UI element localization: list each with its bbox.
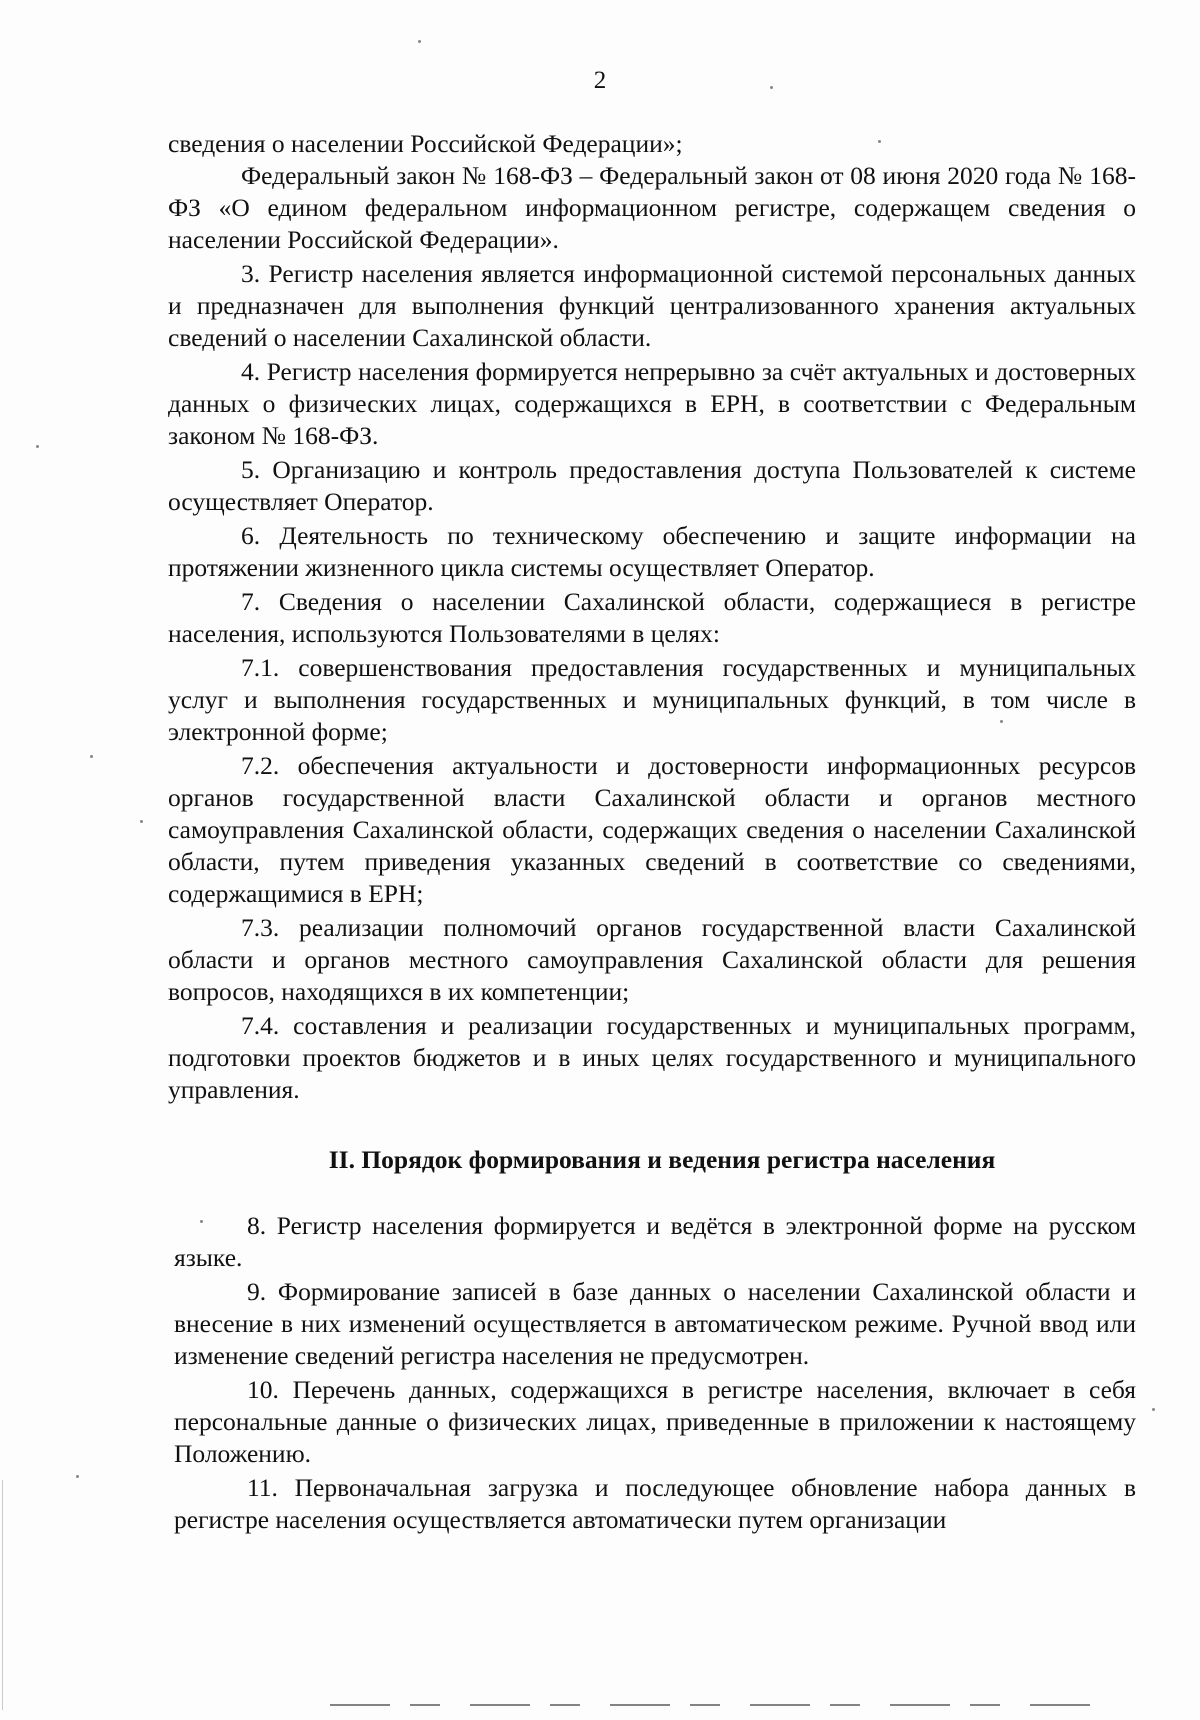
- paragraph-7-4: 7.4. составления и реализации государственных и муниципальных программ, подготовки проектов бюджетов и в иных целях государственного и муниципального управления.: [168, 1011, 1136, 1104]
- paragraph-7-1: 7.1. совершенствования предоставления государственных и муниципальных услуг и выполнения государственных и муниципальных функций, в том числе в электронной форме;: [168, 653, 1136, 746]
- document-body: [168, 128, 1136, 1536]
- scan-bottom-dashes: [330, 1704, 1110, 1706]
- paragraph-5: 5. Организацию и контроль предоставления доступа Пользователей к системе осуществляет Оператор.: [168, 455, 1136, 516]
- paragraph-continuation: сведения о населении Российской Федерации»;: [168, 129, 683, 158]
- paragraph-10: 10. Перечень данных, содержащихся в регистре населения, включает в себя персональные данные о физических лицах, приведенные в приложении к настоящему Положению.: [174, 1375, 1136, 1468]
- page-number: 2: [593, 67, 607, 94]
- section-body: [174, 1210, 1136, 1536]
- scan-edge-line: [2, 1480, 3, 1710]
- scan-speck: [90, 755, 93, 758]
- section-heading: II. Порядок формирования и ведения регистра населения: [328, 1145, 996, 1174]
- scan-speck: [36, 445, 39, 448]
- paragraph-3: 3. Регистр населения является информационной системой персональных данных и предназначен для выполнения функций централизованного хранения актуальных сведений о населении Сахалинской области.: [168, 259, 1136, 352]
- scan-speck: [1152, 1408, 1155, 1411]
- paragraph-7-3: 7.3. реализации полномочий органов государственной власти Сахалинской области и органов местного самоуправления Сахалинской области для решения вопросов, находящихся в их компетенции;: [168, 913, 1136, 1006]
- paragraph-7-2: 7.2. обеспечения актуальности и достоверности информационных ресурсов органов государственной власти Сахалинской области и органов местного самоуправления Сахалинской области, содержащих сведения о населении Сахалинской области, путем приведения указанных сведений в соответствие со сведениями, содержащимися в ЕРН;: [168, 751, 1136, 908]
- paragraph-4: 4. Регистр населения формируется непрерывно за счёт актуальных и достоверных данных о физических лицах, содержащихся в ЕРН, в соответствии с Федеральным законом № 168-ФЗ.: [168, 357, 1136, 450]
- paragraph-6: 6. Деятельность по техническому обеспечению и защите информации на протяжении жизненного цикла системы осуществляет Оператор.: [168, 521, 1136, 582]
- scan-speck: [770, 86, 773, 89]
- scan-speck: [878, 140, 881, 143]
- scan-speck: [418, 40, 421, 43]
- scan-speck: [1000, 720, 1003, 723]
- paragraph-8: 8. Регистр населения формируется и ведётся в электронной форме на русском языке.: [174, 1211, 1136, 1272]
- scan-speck: [140, 820, 143, 823]
- scan-speck: [200, 1220, 203, 1223]
- paragraph-11: 11. Первоначальная загрузка и последующее обновление набора данных в регистре населения осуществляется автоматически путем организации: [174, 1473, 1136, 1534]
- paragraph-7: 7. Сведения о населении Сахалинской области, содержащиеся в регистре населения, используются Пользователями в целях:: [168, 587, 1136, 648]
- paragraph-9: 9. Формирование записей в базе данных о населении Сахалинской области и внесение в них изменений осуществляется в автоматическом режиме. Ручной ввод или изменение сведений регистра населения не предусмотрен.: [174, 1277, 1136, 1370]
- paragraph-law-definition: Федеральный закон № 168-ФЗ – Федеральный закон от 08 июня 2020 года № 168-ФЗ «О едином федеральном информационном регистре, содержащем сведения о населении Российской Федерации».: [168, 161, 1136, 254]
- scan-speck: [76, 1475, 79, 1478]
